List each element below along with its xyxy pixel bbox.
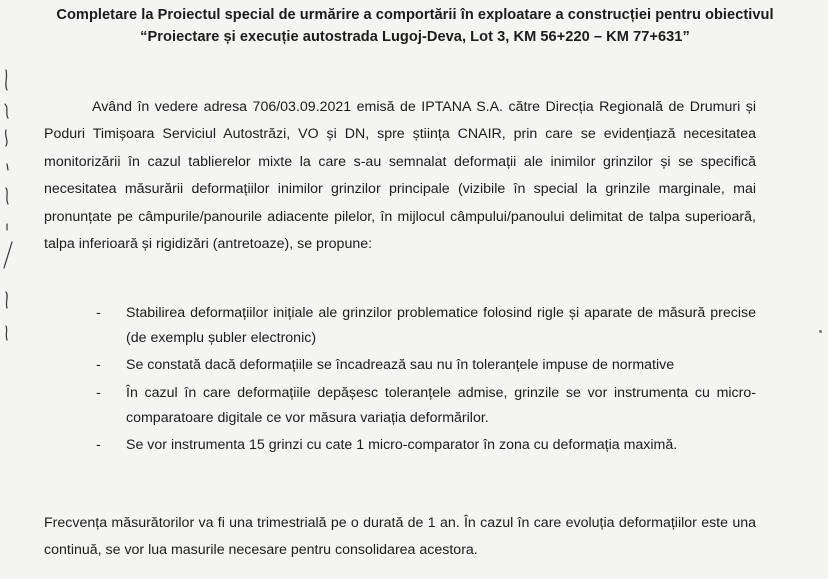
intro-paragraph: Având în vedere adresa 706/03.09.2021 emisă de IPTANA S.A. către Direcția Regională de Drumuri și Poduri Timișoara Serviciul Autostrăzi, VO și DN, spre știința CNAIR, prin care se evidențiază necesitatea monitorizării în cazul tablierelor mixte la care s-au semnalat deformații ale inimilor grinzilor și se specifică necesitatea măsurării deformațiilor inimilor grinzilor principale (vizibile în special la grinzile marginale, mai pronunțate pe câmpurile/panourile adiacente pilelor, în mijlocul câmpului/panoului delimitat de talpa superioară, talpa inferioară și rigidizări (antretoaze), se propune:	[44, 99, 756, 253]
bullet-dash: -	[96, 384, 101, 401]
list-item	[88, 381, 756, 431]
closing-paragraph: Frecvența măsurătorilor va fi una trimestrială pe o durată de 1 an. În cazul în care evoluția deformațiilor este una continuă, se vor lua masurile necesare pentru consolidarea acestora.	[44, 515, 756, 559]
list-item	[88, 353, 756, 378]
scan-speck	[819, 330, 822, 333]
bullet-dash: -	[96, 305, 101, 321]
list-item-text: Se vor instrumenta 15 grinzi cu cate 1 micro-comparator în zona cu deformația maximă.	[126, 437, 678, 454]
document-title: Completare la Proiectul special de urmărire a comportării în exploatare a construcției pentru obiectivul “Proiectare și execuție autostrada Lugoj-Deva, Lot 3, KM 56+220 – KM 77+631”	[56, 7, 774, 45]
list-item-text: Stabilirea deformațiilor inițiale ale grinzilor problematice folosind rigle și aparate de măsură precise (de exemplu șubler electronic)	[126, 305, 756, 347]
list-item-text: Se constată dacă deformațiile se încadrează sau nu în toleranțele impuse de normative	[126, 357, 675, 374]
list-item-text: În cazul în care deformațiile depășesc toleranțele admise, grinzile se vor instrumenta cu micro-comparatoare digitale ce vor măsura variația deformărilor.	[126, 384, 756, 426]
handwritten-margin-note	[0, 64, 20, 344]
measures-list	[88, 301, 756, 460]
bullet-dash: -	[96, 357, 101, 374]
list-item	[88, 301, 756, 351]
bullet-dash: -	[96, 437, 101, 454]
list-item	[88, 433, 756, 458]
